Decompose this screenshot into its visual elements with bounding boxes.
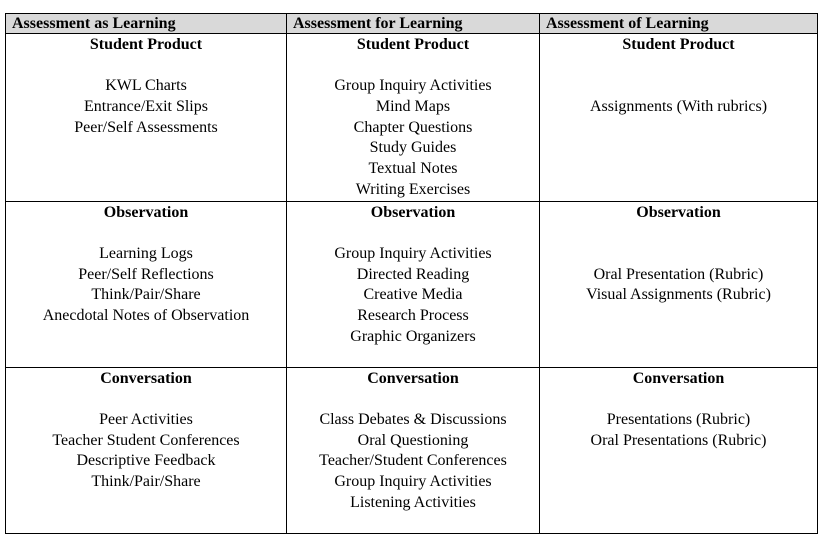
header-assessment-as-learning: Assessment as Learning <box>6 14 287 34</box>
list-item: Group Inquiry Activities <box>334 244 492 262</box>
list-item: Group Inquiry Activities <box>334 473 492 491</box>
cell-item-list <box>540 410 817 451</box>
cell-heading: Conversation <box>632 369 725 387</box>
list-item: Writing Exercises <box>355 180 471 198</box>
list-item: Visual Assignments (Rubric) <box>586 286 771 304</box>
table-cell <box>6 367 287 533</box>
cell-item-list <box>6 410 286 493</box>
list-item: Descriptive Feedback <box>76 452 216 470</box>
cell-heading: Conversation <box>100 369 192 387</box>
list-item: Presentations (Rubric) <box>606 410 751 428</box>
table-cell <box>287 367 540 533</box>
list-item: Oral Presentations (Rubric) <box>590 431 767 449</box>
list-item: Peer/Self Reflections <box>78 265 214 283</box>
list-item: Teacher/Student Conferences <box>319 452 507 470</box>
cell-heading: Student Product <box>356 36 470 53</box>
list-item: Class Debates & Discussions <box>319 410 507 428</box>
list-item: Group Inquiry Activities <box>334 77 492 95</box>
cell-item-list <box>540 97 817 118</box>
header-assessment-for-learning: Assessment for Learning <box>287 14 540 34</box>
table-cell <box>287 34 540 202</box>
list-item: Think/Pair/Share <box>91 473 201 491</box>
cell-item-list <box>287 410 539 514</box>
table-row-student-product <box>6 34 818 202</box>
table-cell <box>6 201 287 367</box>
cell-heading: Observation <box>103 203 189 221</box>
list-item: Study Guides <box>369 139 457 157</box>
list-item: Learning Logs <box>99 244 193 262</box>
assessment-table <box>5 13 818 534</box>
table-cell <box>540 367 818 533</box>
table-cell <box>287 201 540 367</box>
list-item: Teacher Student Conferences <box>52 431 240 449</box>
table-cell <box>540 201 818 367</box>
list-item: KWL Charts <box>105 77 187 95</box>
list-item: Entrance/Exit Slips <box>84 98 208 116</box>
list-item: Directed Reading <box>356 265 470 283</box>
table-cell <box>6 34 287 202</box>
cell-heading: Observation <box>370 203 456 221</box>
list-item: Graphic Organizers <box>350 327 476 345</box>
list-item: Chapter Questions <box>353 118 473 136</box>
list-item: Research Process <box>357 307 469 325</box>
list-item: Oral Presentation (Rubric) <box>593 265 764 283</box>
header-assessment-of-learning: Assessment of Learning <box>540 14 818 34</box>
header-row <box>6 14 818 34</box>
list-item: Peer Activities <box>99 410 193 428</box>
list-item: Mind Maps <box>375 98 451 116</box>
cell-heading: Observation <box>636 203 721 221</box>
list-item: Oral Questioning <box>357 431 469 449</box>
list-item: Textual Notes <box>368 160 458 178</box>
cell-item-list <box>6 76 286 138</box>
cell-item-list <box>540 265 817 306</box>
list-item: Think/Pair/Share <box>91 286 201 304</box>
list-item: Creative Media <box>363 286 463 304</box>
table-cell <box>540 34 818 202</box>
list-item: Assignments (With rubrics) <box>589 98 768 116</box>
cell-item-list <box>287 244 539 348</box>
list-item: Peer/Self Assessments <box>74 118 218 136</box>
table-row-conversation <box>6 367 818 533</box>
cell-item-list <box>287 76 539 200</box>
cell-item-list <box>6 244 286 327</box>
cell-heading: Student Product <box>89 36 203 53</box>
list-item: Listening Activities <box>350 493 476 511</box>
cell-heading: Conversation <box>367 369 459 387</box>
list-item: Anecdotal Notes of Observation <box>42 307 250 325</box>
cell-heading: Student Product <box>622 36 735 53</box>
table-row-observation <box>6 201 818 367</box>
